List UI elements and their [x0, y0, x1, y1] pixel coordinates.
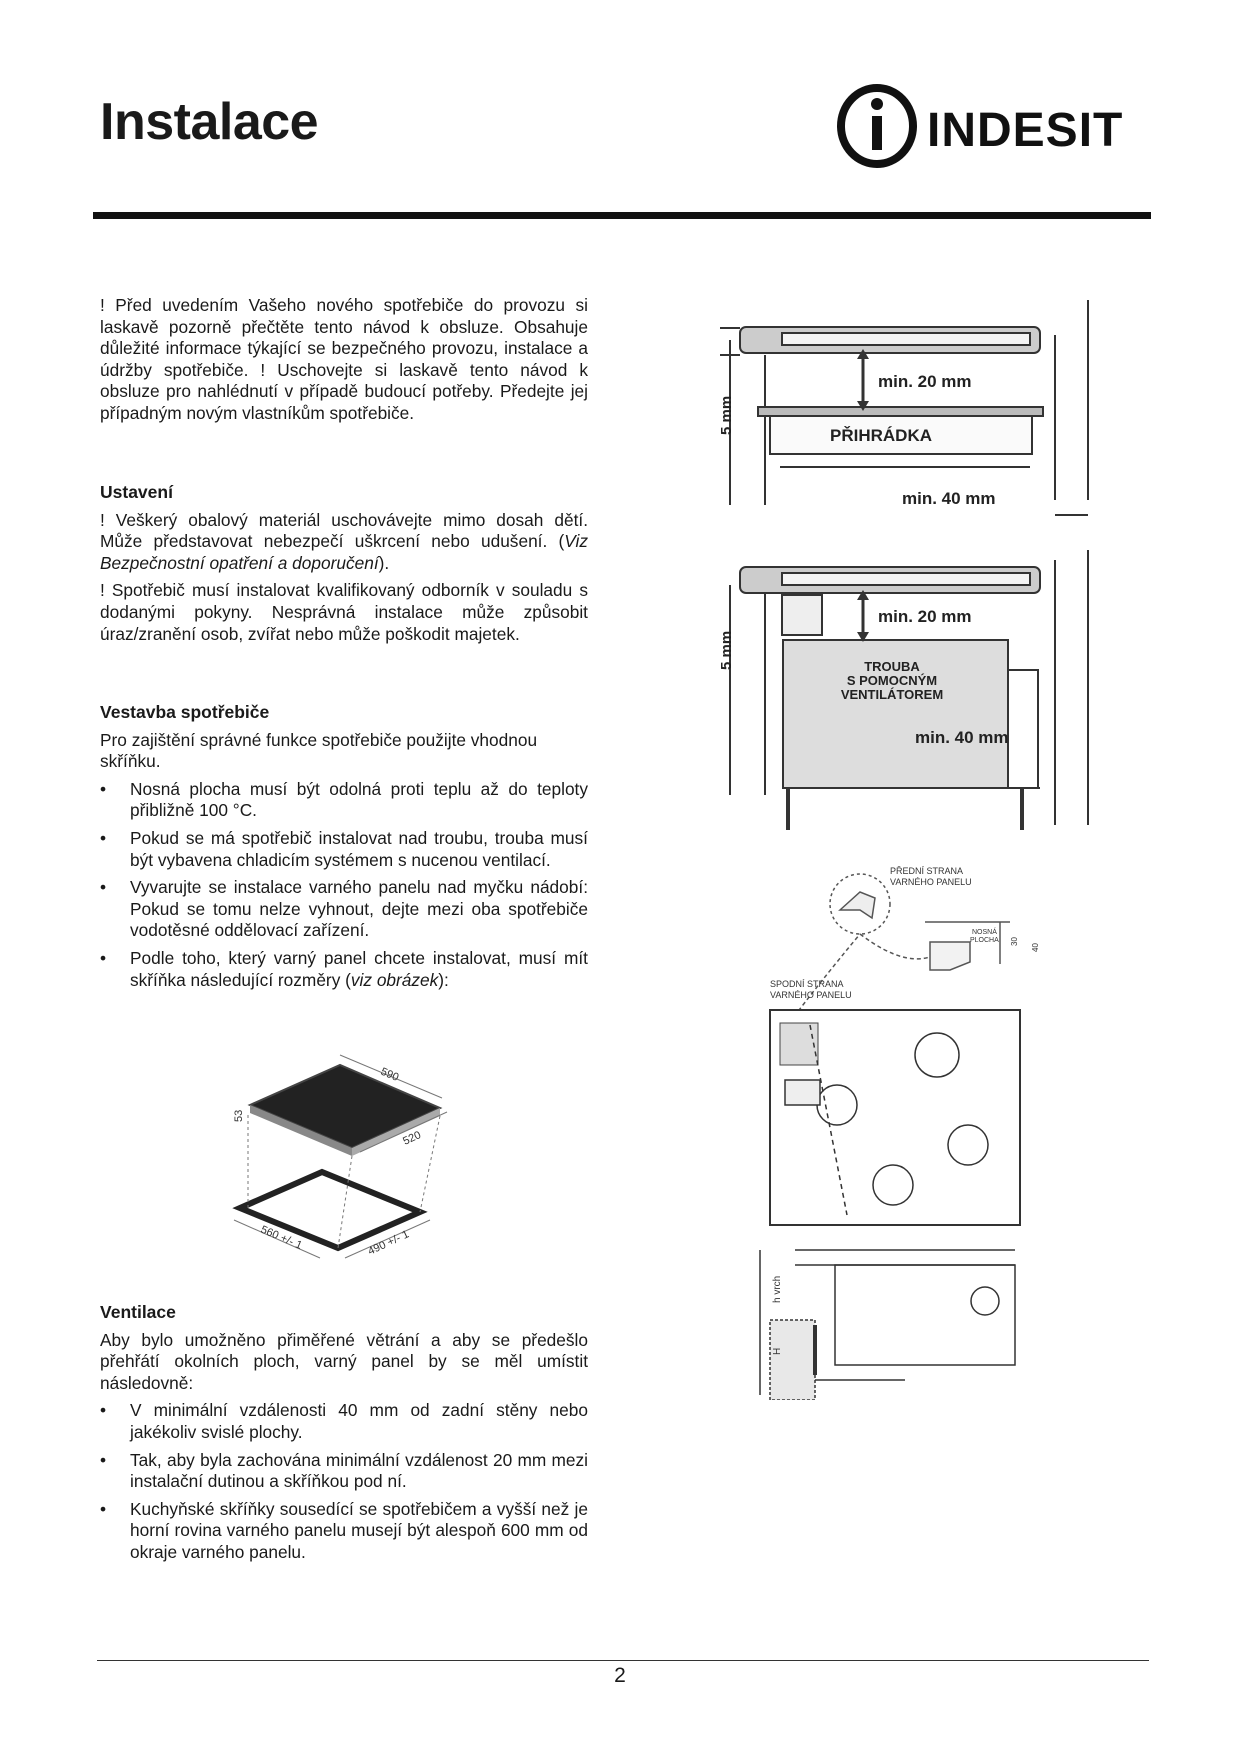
ustaveni-heading: Ustavení [100, 482, 173, 502]
bracket-bottom-1: SPODNÍ STRANA [770, 979, 844, 989]
ustaveni-p1-text: ! Veškerý obalový materiál uschovávejte mimo dosah dětí. Může představovat nebezpečí uškrcení nebo udušení. ( [100, 509, 588, 552]
figure-cutout-dimensions [230, 1050, 470, 1265]
figure-section [745, 1245, 1040, 1400]
bullet-text: Tak, aby byla zachována minimální vzdálenost 20 mm mezi instalační dutinou a skříňkou pod ní. [130, 1449, 588, 1492]
indesit-logo [835, 84, 1145, 168]
cutout-520-label: 520 [401, 1129, 423, 1148]
bracket-bottom-2: VARNÉHO PANELU [770, 990, 852, 1000]
cutout-490-label: 490 +/- 1 [366, 1228, 411, 1258]
intro-paragraph: ! Před uvedením Vašeho nového spotřebiče do provozu si laskavě pozorně přečtěte tento návod k obsluze. Obsahuje důležité informace týkající se bezpečného provozu, instalace a údržby spotřebiče. ! Uschovejte si laskavě tento návod k obsluze pro nahlédnutí v případě budoucí potřeby. Předejte jej případným novým vlastníkům spotřebiče. [100, 295, 588, 423]
ventilace-bullet-2 [100, 1450, 588, 1493]
vestavba-bullet-4 [100, 948, 588, 991]
ventilace-section [100, 1302, 588, 1564]
ventilace-bullet-3 [100, 1499, 588, 1564]
section-hvrch-label: h vrch [772, 1275, 783, 1303]
fig2-side-label: 5 mm [718, 630, 735, 670]
bullet-dot: • [100, 1498, 107, 1519]
bullet-dot: • [100, 827, 107, 848]
ustaveni-paragraph-2: ! Spotřebič musí instalovat kvalifikovaný odborník v souladu s dodanými pokyny. Nesprávná instalace může způsobit úraz/zranění osob, zvířat nebo může poškodit majetek. [100, 580, 588, 644]
bracket-front-2: VARNÉHO PANELU [890, 877, 972, 887]
bullet-reference: viz obrázek [350, 969, 439, 990]
ventilace-bullet-1 [100, 1400, 588, 1443]
vestavba-intro: Pro zajištění správné funkce spotřebiče použijte vhodnou skříňku. [100, 729, 538, 772]
fig1-compartment-label: PŘIHRÁDKA [830, 426, 932, 445]
bullet-dot: • [100, 947, 107, 968]
bracket-40-label: 40 [1031, 943, 1040, 952]
bullet-text: Podle toho, který varný panel chcete instalovat, musí mít skříňka následující rozměry ( [130, 947, 588, 990]
figure-oven [710, 545, 1110, 835]
brand-text: INDESIT [927, 104, 1124, 157]
vestavba-bullet-2 [100, 828, 588, 871]
fig2-oven-label-1: TROUBA [864, 659, 920, 674]
footer-rule [97, 1660, 1149, 1661]
ustaveni-p1-reference: Viz Bezpečnostní opatření a doporučení [100, 531, 588, 573]
bullet-dot: • [100, 1449, 107, 1470]
page-title: Instalace [100, 93, 319, 151]
fig1-side-label: 5 mm [718, 395, 735, 435]
bullet-text: Vyvarujte se instalace varného panelu nad myčku nádobí: Pokud se tomu nelze vyhnout, dejte mezi oba spotřebiče vodotěsné oddělovací zařízení. [130, 877, 588, 941]
bullet-text: V minimální vzdálenosti 40 mm od zadní stěny nebo jakékoliv svislé plochy. [130, 1400, 588, 1442]
section-H-label: H [772, 1347, 783, 1355]
page-number: 2 [614, 1664, 626, 1687]
fig2-min40-label: min. 40 mm [915, 728, 1009, 747]
vestavba-section [100, 702, 588, 991]
ustaveni-paragraph-1 [100, 510, 588, 575]
figure-compartment [710, 295, 1110, 525]
bullet-text: Nosná plocha musí být odolná proti teplu až do teploty přibližně 100 °C. [130, 778, 588, 821]
ventilace-heading: Ventilace [100, 1302, 176, 1322]
bracket-support-2: PLOCHA [970, 937, 999, 944]
ventilace-intro: Aby bylo umožněno přiměřené větrání a aby se předešlo přehřátí okolních ploch, varný panel by se měl umístit následovně: [100, 1329, 588, 1393]
bullet-text: Pokud se má spotřebič instalovat nad troubu, trouba musí být vybavena chladicím systémem s nucenou ventilací. [130, 827, 588, 870]
bullet-text-end: ): [438, 969, 449, 990]
bullet-dot: • [100, 778, 107, 799]
fig2-min20-label: min. 20 mm [878, 607, 972, 626]
fig2-oven-label-3: VENTILÁTOREM [840, 687, 944, 702]
bullet-dot: • [100, 1400, 107, 1421]
bracket-front-1: PŘEDNÍ STRANA [890, 866, 964, 876]
bullet-text: Kuchyňské skříňky sousedící se spotřebičem a vyšší než je horní rovina varného panelu musejí být alespoň 600 mm od okraje varného panelu. [130, 1498, 588, 1562]
vestavba-bullet-3 [100, 877, 588, 942]
cutout-53-label: 53 [233, 1109, 245, 1122]
intro-section [100, 295, 588, 425]
cutout-590-label: 590 [378, 1065, 401, 1084]
bullet-dot: • [100, 877, 107, 898]
figure-hob-underside [765, 1005, 1030, 1230]
ustaveni-section [100, 482, 588, 645]
fig1-min20-label: min. 20 mm [878, 372, 972, 391]
vestavba-heading: Vestavba spotřebiče [100, 702, 270, 722]
header-rule [93, 212, 1151, 219]
fig2-oven-label-2: S POMOCNÝM [846, 673, 938, 688]
cutout-560-label: 560 +/- 1 [258, 1223, 304, 1252]
fig1-min40-label: min. 40 mm [902, 489, 996, 508]
vestavba-bullet-1 [100, 779, 588, 822]
bracket-support-1: NOSNÁ [972, 929, 997, 936]
ustaveni-p1-end: ). [378, 552, 390, 573]
bracket-30-label: 30 [1010, 937, 1019, 946]
